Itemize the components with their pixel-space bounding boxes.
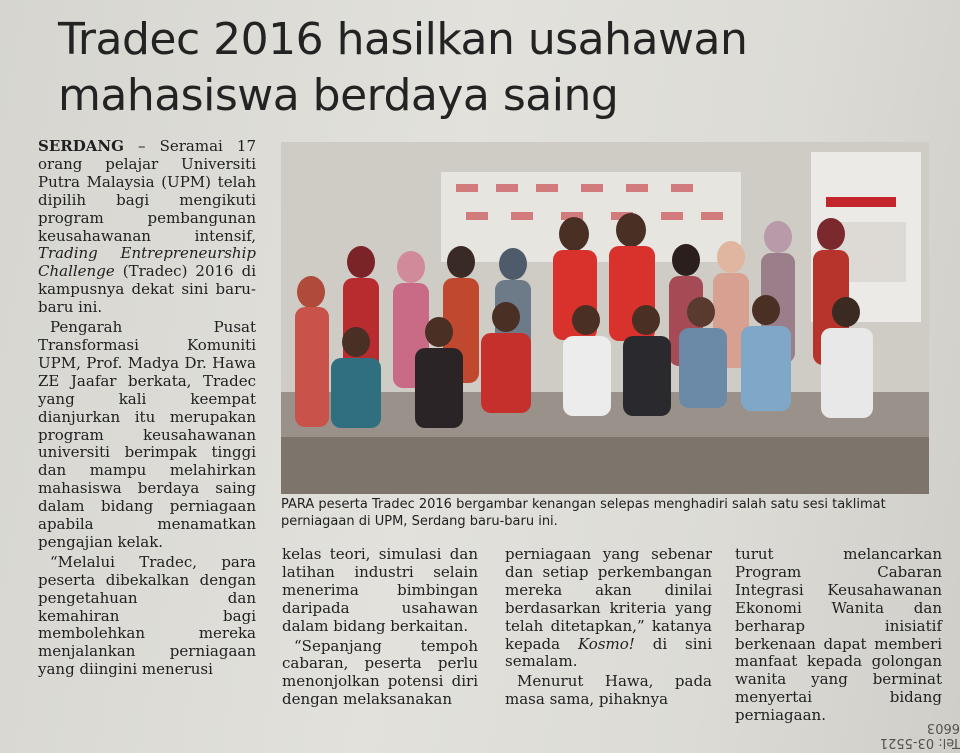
paragraph-quote-start: “Melalui Tradec, para peserta dibekalkan dengan pengetahuan dan kemahiran bagi membolehkan mereka menjalankan perniagaan yang diingini menerusi [38, 552, 256, 679]
paragraph-hawa: Menurut Hawa, pada masa sama, pihaknya [505, 672, 712, 709]
dateline: SERDANG [38, 137, 124, 155]
headline [58, 12, 938, 124]
evaluation-text: perniagaan yang sebenar dan setiap perkembangan mereka akan dinilai berdasarkan kriteria yang telah ditetapkan,” katanya kepada [505, 545, 712, 653]
lead-text-end: (Tradec) 2016 di kampusnya dekat sini baru-baru ini. [38, 262, 256, 317]
footer-fragment: Tel: 03-5521 6603 [879, 720, 960, 750]
headline-line-2: mahasiswa berdaya saing [58, 70, 619, 121]
paragraph-women-program: turut melancarkan Program Cabaran Integrasi Keusahawanan Ekonomi Wanita dan berharap inisiatif berkenaan dapat memberi manfaat kepada golongan wanita yang berminat menyertai bidang perniagaan. [735, 545, 942, 725]
group-photo-illustration [281, 142, 929, 494]
program-name: Trading Entrepreneurship Challenge [38, 244, 256, 281]
paragraph-director: Pengarah Pusat Transformasi Komuniti UPM, Prof. Madya Dr. Hawa ZE Jaafar berkata, Tradec yang kali keempat dianjurkan itu merupakan program keusahawanan universiti berimpak tinggi dan mampu melahirkan mahasiswa berdaya saing dalam bidang perniagaan apabila menamatkan pengajian kelak. [38, 318, 256, 551]
lead-paragraph [38, 138, 256, 317]
photo-caption: PARA peserta Tradec 2016 bergambar kenangan selepas menghadiri salah satu sesi taklimat perniagaan di UPM, Serdang baru-baru ini. [281, 497, 886, 529]
article-column-4 [735, 546, 942, 725]
lead-text: – Seramai 17 orang pelajar Universiti Putra Malaysia (UPM) telah dipilih bagi mengikuti program pembangunan keusahawanan intensif, [38, 137, 256, 245]
evaluation-text-end: di sini semalam. [505, 634, 712, 671]
publication-name: Kosmo! [577, 634, 635, 653]
paragraph-challenge: “Sepanjang tempoh cabaran, peserta perlu menonjolkan potensi diri dengan melaksanakan [282, 636, 478, 709]
headline-line-1: Tradec 2016 hasilkan usahawan [58, 14, 748, 65]
article-column-2 [282, 546, 478, 709]
group-photo [281, 142, 929, 494]
article-column-1 [38, 138, 256, 679]
paragraph-evaluation [505, 546, 712, 671]
article-column-3 [505, 546, 712, 709]
paragraph-training: kelas teori, simulasi dan latihan industri selain menerima bimbingan daripada usahawan dalam bidang berkaitan. [282, 545, 478, 635]
